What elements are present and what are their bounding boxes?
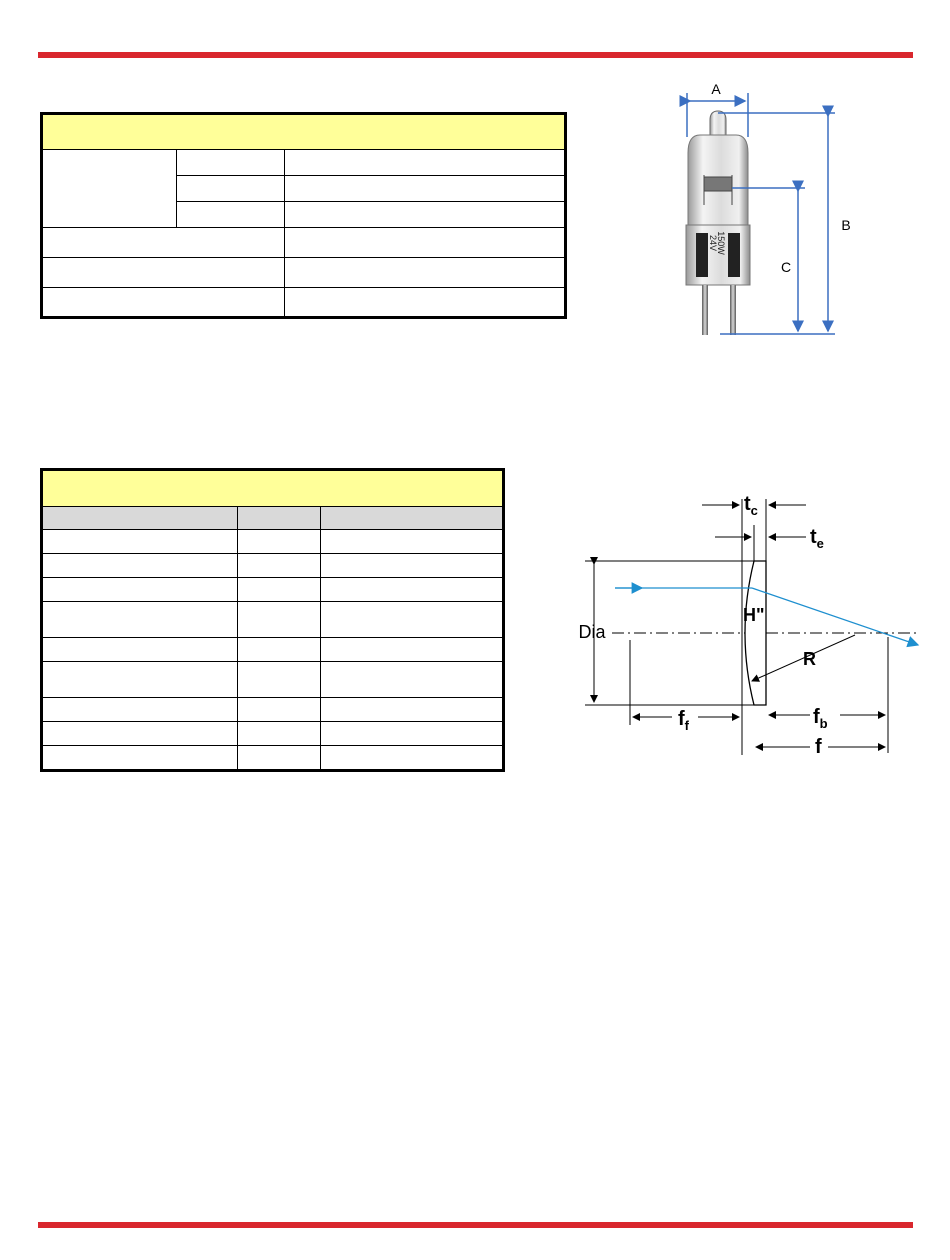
table-cell	[42, 698, 238, 722]
table-cell	[320, 662, 503, 698]
table-cell	[42, 150, 177, 228]
table-cell	[285, 228, 566, 258]
bulb-dimension-figure	[660, 75, 890, 345]
dimension-b-label: B	[841, 217, 851, 233]
table-row	[42, 662, 504, 698]
column-header	[238, 507, 321, 530]
table-cell	[238, 602, 321, 638]
table-cell	[42, 554, 238, 578]
tc-sub: c	[750, 503, 758, 518]
table-row	[42, 258, 566, 288]
table-cell	[42, 228, 285, 258]
table-cell	[285, 288, 566, 318]
table-row	[42, 150, 566, 176]
table-cell	[238, 554, 321, 578]
lamp-marking-wattage: 150W	[716, 231, 726, 255]
principal-plane-label: H"	[743, 605, 765, 625]
table-cell	[176, 202, 285, 228]
table-cell	[42, 258, 285, 288]
dimension-a-label: A	[711, 81, 721, 97]
tc-label	[744, 493, 758, 518]
table-cell	[285, 176, 566, 202]
table-cell	[42, 530, 238, 554]
table-row	[42, 602, 504, 638]
halogen-bulb-image	[686, 111, 750, 335]
table-cell	[238, 578, 321, 602]
te-main: t	[810, 526, 817, 548]
table-cell	[320, 554, 503, 578]
table-row	[42, 698, 504, 722]
tc-main: t	[744, 493, 751, 515]
te-sub: e	[816, 536, 824, 551]
table-row	[42, 638, 504, 662]
table-row	[42, 554, 504, 578]
focal-length-label: f	[815, 736, 822, 758]
te-label	[810, 526, 824, 551]
top-rule	[38, 52, 913, 58]
table-cell	[42, 638, 238, 662]
lens-spec-table	[40, 468, 505, 772]
table-row	[42, 578, 504, 602]
table-row	[42, 288, 566, 318]
table-cell	[176, 150, 285, 176]
bottom-rule	[38, 1222, 913, 1228]
dimension-c-label: C	[780, 259, 792, 275]
bulb-table-title	[42, 114, 566, 150]
table-cell	[238, 698, 321, 722]
column-header	[320, 507, 503, 530]
table-cell	[320, 638, 503, 662]
fb-main: f	[813, 706, 820, 728]
table-row	[42, 746, 504, 771]
lamp-marking-voltage: 24V	[708, 234, 718, 252]
table-cell	[285, 202, 566, 228]
table-cell	[42, 288, 285, 318]
table-cell	[238, 662, 321, 698]
ff-main: f	[678, 708, 685, 730]
fb-label	[813, 706, 828, 731]
fb-sub: b	[819, 716, 828, 731]
dimension-fb	[769, 637, 888, 753]
table-cell	[42, 602, 238, 638]
table-row	[42, 722, 504, 746]
lens-table-title	[42, 470, 504, 507]
table-cell	[320, 602, 503, 638]
table-cell	[320, 722, 503, 746]
table-cell	[238, 530, 321, 554]
table-cell	[285, 258, 566, 288]
ff-sub: f	[684, 718, 690, 733]
bulb-spec-table	[40, 112, 567, 319]
table-cell	[42, 722, 238, 746]
dia-label: Dia	[578, 622, 606, 642]
table-header-row	[42, 470, 504, 507]
column-header-row	[42, 507, 504, 530]
table-cell	[42, 746, 238, 771]
table-row	[42, 530, 504, 554]
table-cell	[238, 722, 321, 746]
column-header	[42, 507, 238, 530]
lens-diagram	[570, 485, 930, 770]
table-cell	[238, 746, 321, 771]
dimension-te	[715, 525, 806, 561]
table-cell	[238, 638, 321, 662]
table-cell	[320, 530, 503, 554]
table-cell	[285, 150, 566, 176]
table-cell	[176, 176, 285, 202]
ff-label	[678, 708, 690, 733]
table-header-row	[42, 114, 566, 150]
table-cell	[320, 746, 503, 771]
table-cell	[42, 662, 238, 698]
table-cell	[320, 578, 503, 602]
table-cell	[320, 698, 503, 722]
table-row	[42, 228, 566, 258]
table-cell	[42, 578, 238, 602]
plano-convex-lens	[745, 561, 766, 705]
radius-label: R	[803, 649, 816, 669]
